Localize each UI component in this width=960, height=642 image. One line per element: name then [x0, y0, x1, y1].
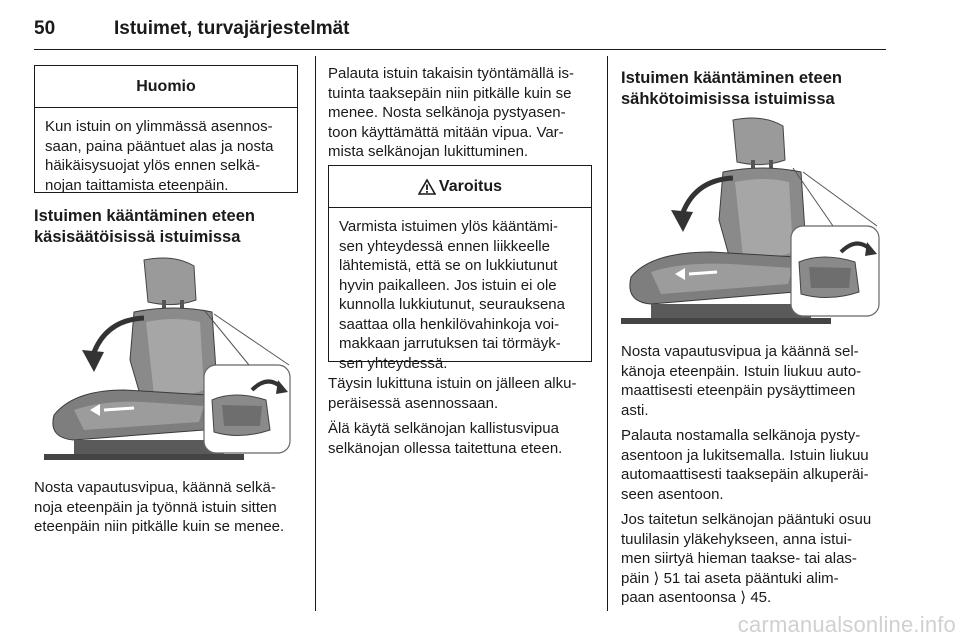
electric-seat-figure	[621, 112, 885, 328]
ref-arrow-icon: ⟩	[653, 569, 660, 587]
column-divider	[315, 56, 316, 611]
page-ref-link[interactable]: 45	[750, 589, 767, 606]
restore-seat-text: Palauta istuin takaisin työntämällä is- tuinta taaksepäin niin pitkälle kuin se menee. Nosta selkänoja pystyasen- toon käyttämättä mitään vipua. Var- mista selkänojan lukittuminen.	[328, 65, 574, 160]
column-divider	[607, 56, 608, 611]
locked-seat-text: Täysin lukittuna istuin on jälleen alku- peräisessä asennossaan.	[328, 375, 577, 412]
ref-arrow-icon: ⟩	[740, 589, 747, 606]
watermark: carmanualsonline.info	[737, 612, 956, 637]
seat-illustration	[34, 250, 298, 465]
notice-box	[34, 65, 298, 193]
page-number: 50	[34, 18, 56, 39]
page-ref-link[interactable]: 51	[663, 569, 681, 587]
manual-seat-heading: Istuimen kääntäminen eteen käsisäätöisissä istuimissa	[34, 207, 255, 246]
notice-text: Kun istuin on ylimmässä asennos- saan, paina pääntuet alas ja nosta häikäisysuojat ylös ennen selkä- nojan taittamista eteenpäin.	[45, 118, 274, 194]
electric-seat-illustration	[621, 112, 885, 328]
electric-seat-heading: Istuimen kääntäminen eteen sähkötoimisissa istuimissa	[621, 69, 842, 108]
recline-lever-text: Älä käytä selkänojan kallistusvipua selkänojan ollessa taitettuna eteen.	[328, 420, 563, 457]
middle-text-block	[328, 374, 603, 464]
warning-box	[328, 165, 592, 372]
headrest-text-part: tai aseta pääntuki alim- paan asentoonsa	[621, 569, 839, 606]
electric-fold-text: Nosta vapautusvipua ja käännä sel- känoja eteenpäin. Istuin liukuu auto- maattisesti eteenpäin pysäyttimeen asti.	[621, 343, 862, 419]
headrest-text-part: Jos taitetun selkänojan pääntuki osuu tuulilasin yläkehykseen, anna istui- men siirtyä hieman taakse- tai alas- päin	[621, 511, 872, 587]
manual-seat-text: Nosta vapautusvipua, käännä selkä- noja eteenpäin ja työnnä istuin sitten eteenpäin niin pitkälle kuin se menee.	[34, 479, 285, 535]
manual-seat-figure	[34, 250, 298, 465]
page-header	[34, 6, 886, 50]
notice-title: Huomio	[35, 66, 297, 108]
right-text-block	[621, 342, 896, 614]
electric-restore-text: Palauta nostamalla selkänoja pysty- asentoon ja lukitsemalla. Istuin liukuu automaattisesti taaksepäin alkuperäi- seen asentoon.	[621, 427, 869, 503]
warning-icon	[418, 179, 436, 195]
warning-text: Varmista istuimen ylös kääntämi- sen yhteydessä ennen liikkeelle lähtemistä, että se on lukkiutunut hyvin paikalleen. Jos istuin ei ole kunnolla lukkiutunut, seurauksena saattaa olla henkilövahinkoja voi- makkaan jarrutuksen tai törmäyk- sen yhteydessä.	[339, 218, 565, 372]
warning-title: Varoitus	[438, 177, 503, 195]
warning-heading	[329, 166, 591, 208]
headrest-text	[621, 510, 896, 608]
chapter-title: Istuimet, turvajärjestelmät	[114, 18, 350, 39]
headrest-text-part: .	[767, 589, 772, 606]
